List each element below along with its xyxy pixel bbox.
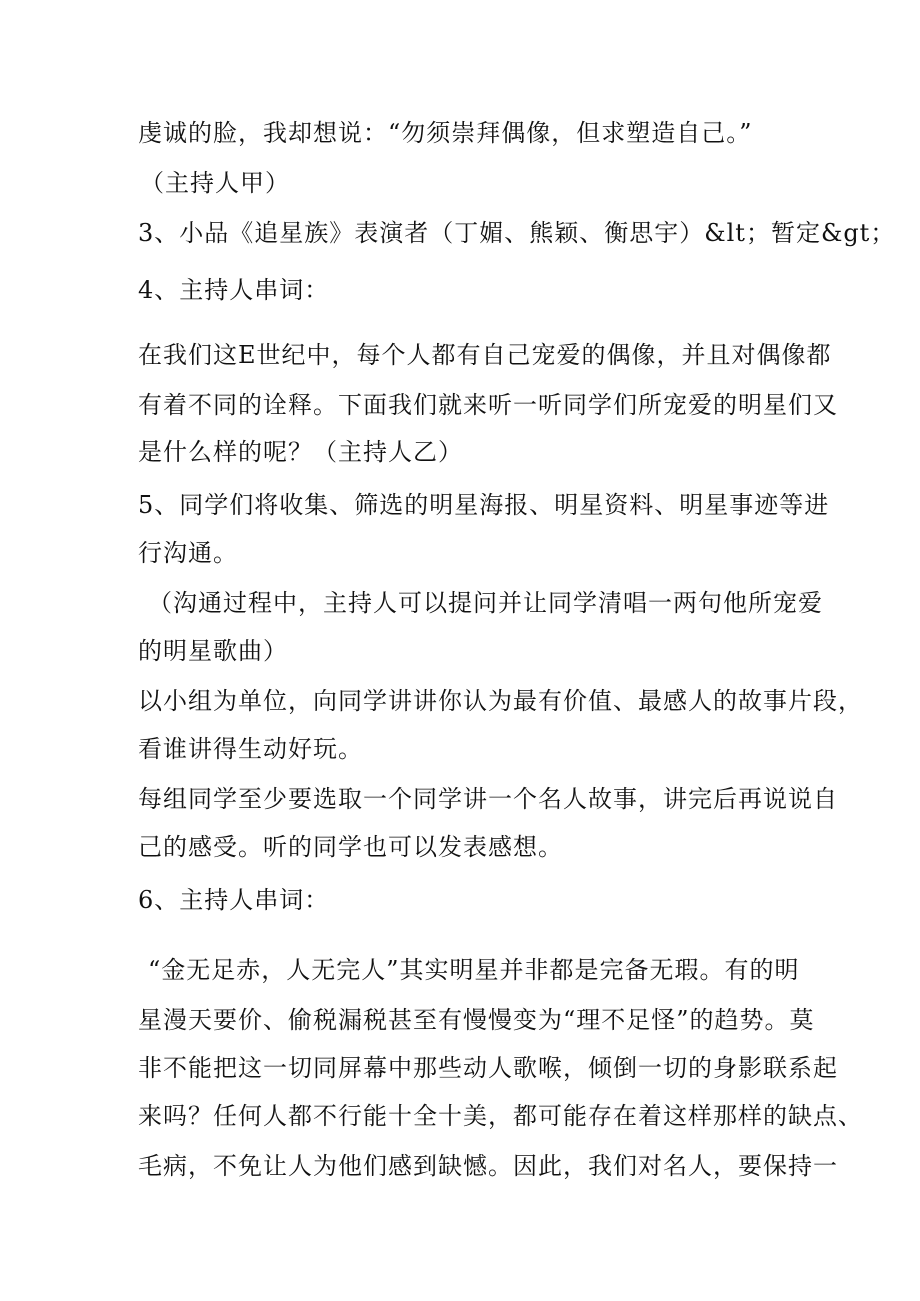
text-line: 5、同学们将收集、筛选的明星海报、明星资料、明星事迹等进 <box>138 491 830 519</box>
text-line: 非不能把这一切同屏幕中那些动人歌喉，倾倒一切的身影联系起 <box>138 1054 838 1082</box>
text-line: 3、小品《追星族》表演者（丁媚、熊颖、衡思宇）&lt；暂定&gt； <box>138 219 896 247</box>
text-line: 在我们这E世纪中，每个人都有自己宠爱的偶像，并且对偶像都 <box>138 341 832 369</box>
text-line: 看谁讲得生动好玩。 <box>138 735 363 763</box>
section-heading: 4、主持人串词： <box>138 276 330 304</box>
text-line: 有着不同的诠释。下面我们就来听一听同学们所宠爱的明星们又 <box>138 391 838 419</box>
text-line: 以小组为单位，向同学讲讲你认为最有价值、最感人的故事片段， <box>138 687 863 715</box>
text-line: （主持人甲） <box>140 169 290 197</box>
text-line: 虔诚的脸，我却想说：“勿须崇拜偶像，但求塑造自己。” <box>138 119 753 147</box>
text-line: 是什么样的呢？（主持人乙） <box>138 438 463 466</box>
text-line: “金无足赤，人无完人”其实明星并非都是完备无瑕。有的明 <box>148 956 800 984</box>
text-line: 每组同学至少要选取一个同学讲一个名人故事，讲完后再说说自 <box>138 785 838 813</box>
text-line: 己的感受。听的同学也可以发表感想。 <box>138 833 563 861</box>
text-line: 来吗？任何人都不行能十全十美，都可能存在着这样那样的缺点、 <box>138 1102 863 1130</box>
text-line: 星漫天要价、偷税漏税甚至有慢慢变为“理不足怪”的趋势。莫 <box>138 1006 815 1034</box>
text-line: 毛病，不免让人为他们感到缺憾。因此，我们对名人，要保持一 <box>138 1152 838 1180</box>
text-line: 行沟通。 <box>138 539 238 567</box>
section-heading: 6、主持人串词： <box>138 886 330 914</box>
text-line: （沟通过程中，主持人可以提问并让同学清唱一两句他所宠爱 <box>148 589 823 617</box>
text-line: 的明星歌曲） <box>138 637 288 665</box>
